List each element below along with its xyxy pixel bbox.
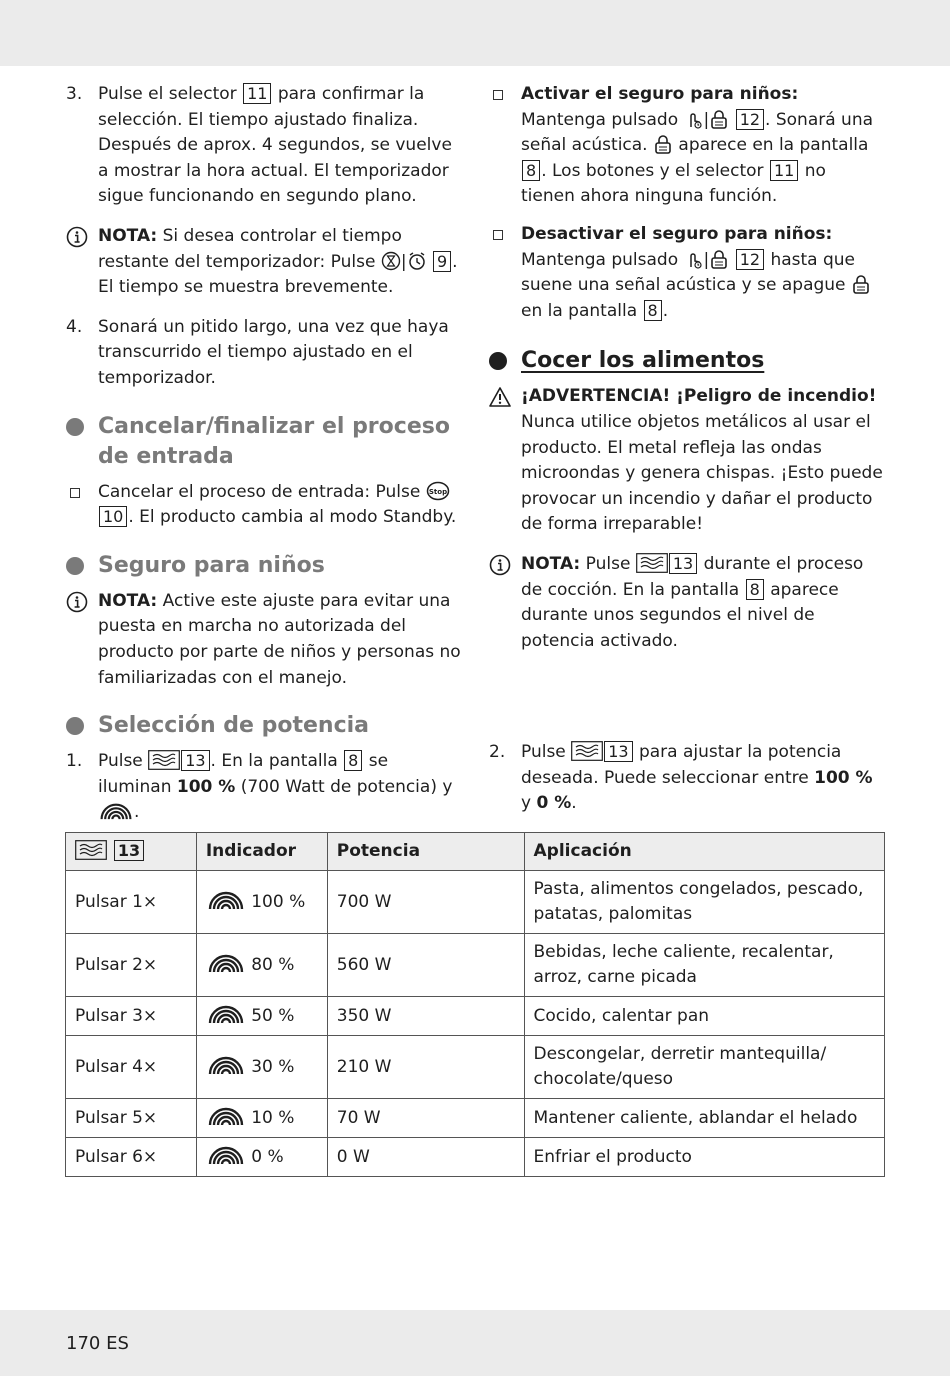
table-row bbox=[66, 997, 885, 1036]
power-level: 30 % bbox=[251, 1057, 295, 1077]
power-signal-icon bbox=[206, 1054, 246, 1076]
cancel-item: Cancelar el proceso de entrada: Pulse 10 . El producto cambia al modo Standby. bbox=[66, 480, 466, 531]
section-power bbox=[66, 711, 466, 741]
cell-press: Pulsar 5× bbox=[66, 1099, 197, 1138]
cell-power: 350 W bbox=[327, 997, 524, 1036]
cell-indicator bbox=[196, 997, 327, 1036]
checkbox-bullet bbox=[493, 90, 503, 100]
cell-application: Pasta, alimentos congelados, pescado, patatas, palomitas bbox=[524, 871, 884, 934]
note-child-lock: NOTA: Active este ajuste para evitar una puesta en marcha no autorizada del producto por parte de niños y personas no familiarizadas con el manejo. bbox=[66, 589, 466, 691]
lock-icon bbox=[709, 109, 729, 129]
cell-power: 210 W bbox=[327, 1036, 524, 1099]
note-power-level: NOTA: Pulse 13 durante el proceso de cocción. En la pantalla 8 aparece durante unos segundos el nivel de potencia activado. bbox=[489, 552, 884, 654]
cell-indicator bbox=[196, 871, 327, 934]
hourglass-icon bbox=[381, 251, 401, 271]
ref-badge-13: 13 bbox=[604, 741, 632, 762]
ref-badge-13: 13 bbox=[181, 750, 209, 771]
ref-badge-12: 12 bbox=[736, 249, 764, 270]
cell-indicator bbox=[196, 1036, 327, 1099]
power-level: 0 % bbox=[251, 1147, 284, 1167]
warning-fire: ¡ADVERTENCIA! ¡Peligro de incendio! Nunca utilice objetos metálicos al usar el producto. El metal refleja las ondas microondas y genera chispas. ¡Esto puede provocar un incendio y dañar el producto de forma irreparable! bbox=[489, 384, 884, 538]
bullet-dot bbox=[66, 418, 84, 436]
info-icon bbox=[66, 226, 88, 248]
power-signal-icon bbox=[98, 801, 134, 821]
section-cancel bbox=[66, 412, 466, 472]
stop-icon bbox=[426, 481, 450, 501]
ref-badge-13: 13 bbox=[669, 553, 697, 574]
ref-badge-8: 8 bbox=[644, 300, 662, 321]
ref-badge-11: 11 bbox=[770, 160, 798, 181]
header-application: Aplicación bbox=[524, 833, 884, 871]
ref-badge-12: 12 bbox=[736, 109, 764, 130]
cell-press: Pulsar 4× bbox=[66, 1036, 197, 1099]
ref-badge-8: 8 bbox=[522, 160, 540, 181]
step-2: 2. Pulse 13 para ajustar la potencia deseada. Puede seleccionar entre 100 % y 0 %. bbox=[489, 742, 873, 814]
cell-power: 560 W bbox=[327, 934, 524, 997]
lock-icon bbox=[653, 134, 673, 154]
left-column bbox=[66, 82, 466, 838]
section-title: Seguro para niños bbox=[98, 552, 325, 578]
cell-press: Pulsar 3× bbox=[66, 997, 197, 1036]
page-number: 170 ES bbox=[66, 1333, 129, 1354]
lock-icon bbox=[709, 249, 729, 269]
info-icon bbox=[489, 554, 511, 576]
section-title: Cocer los alimentos bbox=[521, 348, 765, 374]
cell-application: Cocido, calentar pan bbox=[524, 997, 884, 1036]
step-4: 4. Sonará un pitido largo, una vez que haya transcurrido el tiempo ajustado en el temporizador. bbox=[66, 316, 449, 388]
section-title: Selección de potencia bbox=[98, 713, 370, 739]
cell-indicator bbox=[196, 1138, 327, 1177]
microwave-wave-icon bbox=[571, 741, 603, 761]
cell-indicator bbox=[196, 934, 327, 997]
section-child-lock bbox=[66, 551, 466, 581]
table-header-row bbox=[66, 833, 885, 871]
checkbox-bullet bbox=[493, 230, 503, 240]
cell-power: 700 W bbox=[327, 871, 524, 934]
ref-badge-8: 8 bbox=[344, 750, 362, 771]
lock-icon bbox=[851, 274, 871, 294]
right-column bbox=[489, 82, 884, 666]
table-row bbox=[66, 871, 885, 934]
cell-application: Descongelar, derretir mantequilla/ chocolate/queso bbox=[524, 1036, 884, 1099]
power-signal-icon bbox=[206, 952, 246, 974]
cell-power: 0 W bbox=[327, 1138, 524, 1177]
footer-band bbox=[0, 1310, 950, 1376]
table-row bbox=[66, 934, 885, 997]
deactivate-child-lock: Desactivar el seguro para niños: Mantenga pulsado | 12 hasta que suene una señal acústica y se apague en la pantalla 8 . bbox=[489, 222, 884, 324]
header-power: Potencia bbox=[327, 833, 524, 871]
hand-clock-icon bbox=[684, 249, 704, 269]
section-cooking bbox=[489, 346, 884, 376]
power-level: 80 % bbox=[251, 955, 295, 975]
ref-badge-11: 11 bbox=[243, 83, 271, 104]
power-table bbox=[65, 832, 885, 1177]
step-1: 1. Pulse 13 . En la pantalla 8 se iluminan 100 % (700 Watt de potencia) y . bbox=[66, 751, 453, 823]
cell-press: Pulsar 2× bbox=[66, 934, 197, 997]
table-row bbox=[66, 1036, 885, 1099]
cell-application: Enfriar el producto bbox=[524, 1138, 884, 1177]
cell-press: Pulsar 1× bbox=[66, 871, 197, 934]
ref-badge-8: 8 bbox=[746, 579, 764, 600]
bullet-dot bbox=[66, 717, 84, 735]
info-icon bbox=[66, 591, 88, 613]
table-row bbox=[66, 1138, 885, 1177]
activate-child-lock: Activar el seguro para niños: Mantenga pulsado | 12 . Sonará una señal acústica. aparece en la pantalla 8 . Los botones y el selector 11 no tienen ahora ninguna función. bbox=[489, 82, 884, 210]
bullet-dot bbox=[489, 352, 507, 370]
note-timer: NOTA: Si desea controlar el tiempo restante del temporizador: Pulse | 9 . El tiempo se muestra brevemente. bbox=[66, 224, 466, 301]
right-column-step2 bbox=[489, 740, 884, 829]
section-title: Cancelar/finalizar el proceso de entrada bbox=[98, 413, 450, 469]
ref-badge-13: 13 bbox=[114, 840, 144, 861]
cell-application: Bebidas, leche caliente, recalentar, arroz, carne picada bbox=[524, 934, 884, 997]
power-level: 10 % bbox=[251, 1108, 295, 1128]
header-button bbox=[66, 833, 197, 871]
power-signal-icon bbox=[206, 889, 246, 911]
header-band bbox=[0, 0, 950, 66]
cell-press: Pulsar 6× bbox=[66, 1138, 197, 1177]
power-signal-icon bbox=[206, 1105, 246, 1127]
ref-badge-10: 10 bbox=[99, 506, 127, 527]
header-indicator: Indicador bbox=[196, 833, 327, 871]
hand-clock-icon bbox=[684, 109, 704, 129]
power-level: 50 % bbox=[251, 1006, 295, 1026]
table-row bbox=[66, 1099, 885, 1138]
power-signal-icon bbox=[206, 1003, 246, 1025]
cell-application: Mantener caliente, ablandar el helado bbox=[524, 1099, 884, 1138]
alarm-clock-icon bbox=[407, 251, 427, 271]
ref-badge-9: 9 bbox=[433, 251, 451, 272]
checkbox-bullet bbox=[70, 488, 80, 498]
warning-triangle-icon bbox=[489, 386, 511, 408]
microwave-wave-icon bbox=[75, 840, 107, 860]
cell-power: 70 W bbox=[327, 1099, 524, 1138]
power-signal-icon bbox=[206, 1144, 246, 1166]
cell-indicator bbox=[196, 1099, 327, 1138]
microwave-wave-icon bbox=[148, 750, 180, 770]
microwave-wave-icon bbox=[636, 553, 668, 573]
power-level: 100 % bbox=[251, 892, 306, 912]
step-3: 3. Pulse el selector 11 para confirmar la selección. El tiempo ajustado finaliza. Después de aprox. 4 segundos, se vuelve a mostrar la hora actual. El temporizador sigue funcionando en segundo plano. bbox=[66, 84, 452, 207]
bullet-dot bbox=[66, 557, 84, 575]
